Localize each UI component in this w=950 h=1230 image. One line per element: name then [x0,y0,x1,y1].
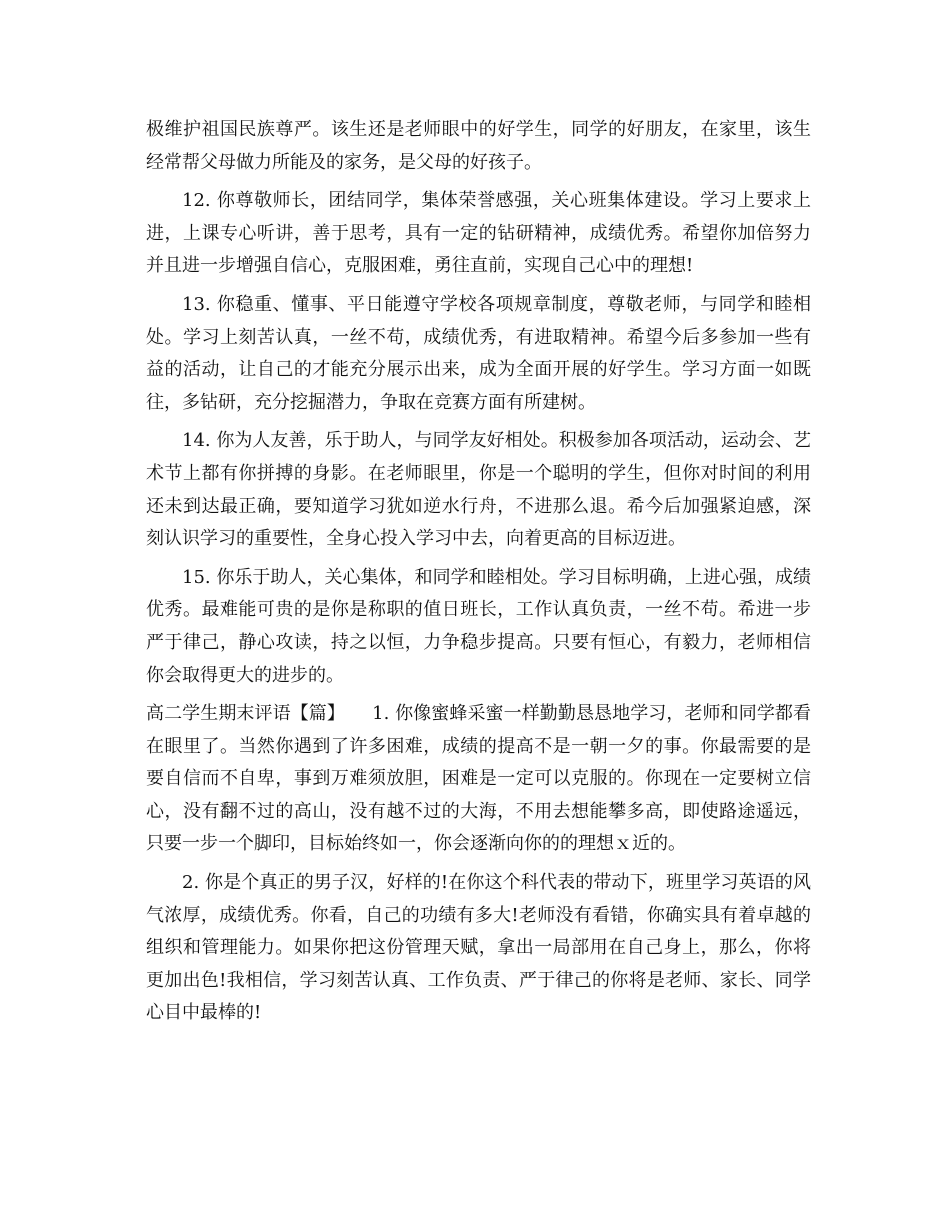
paragraph-comment-15: 15. 你乐于助人，关心集体，和同学和睦相处。学习目标明确，上进心强，成绩优秀。最难能可贵的是你是称职的值日班长，工作认真负责，一丝不苟。希进一步严于律己，静心攻读，持之以恒，力争稳步提高。只要有恒心，有毅力，老师相信你会取得更大的进步的。 [146,566,811,686]
paragraph-continuation: 极维护祖国民族尊严。该生还是老师眼中的好学生，同学的好朋友，在家里，该生经常帮父母做力所能及的家务，是父母的好孩子。 [146,119,811,173]
paragraph-section-heading-comment-1: 高二学生期末评语【篇】 1. 你像蜜蜂采蜜一样勤勤恳恳地学习，老师和同学都看在眼里了。当然你遇到了许多困难，成绩的提高不是一朝一夕的事。你最需要的是要自信而不自卑，事到万难须放胆，困难是一定可以克服的。你现在一定要树立信心，没有翻不过的高山，没有越不过的大海，不用去想能攀多高，即使路途遥远，只要一步一个脚印，目标始终如一，你会逐渐向你的的理想ｘ近的。 [146,703,811,855]
document-body [146,114,811,1036]
paragraph-comment-2: 2. 你是个真正的男子汉，好样的!在你这个科代表的带动下，班里学习英语的风气浓厚，成绩优秀。你看，自己的功绩有多大!老师没有看错，你确实具有着卓越的组织和管理能力。如果你把这份管理天赋，拿出一局部用在自己身上，那么，你将更加出色!我相信，学习刻苦认真、工作负责、严于律己的你将是老师、家长、同学心目中最棒的! [146,872,811,1024]
paragraph-comment-14: 14. 你为人友善，乐于助人，与同学友好相处。积极参加各项活动，运动会、艺术节上都有你拼搏的身影。在老师眼里，你是一个聪明的学生，但你对时间的利用还未到达最正确，要知道学习犹如逆水行舟，不进那么退。希今后加强紧迫感，深刻认识学习的重要性，全身心投入学习中去，向着更高的目标迈进。 [146,430,811,550]
paragraph-comment-12: 12. 你尊敬师长，团结同学，集体荣誉感强，关心班集体建设。学习上要求上进，上课专心听讲，善于思考，具有一定的钻研精神，成绩优秀。希望你加倍努力并且进一步增强自信心，克服困难，勇往直前，实现自己心中的理想! [146,190,811,277]
paragraph-comment-13: 13. 你稳重、懂事、平日能遵守学校各项规章制度，尊敬老师，与同学和睦相处。学习上刻苦认真，一丝不苟，成绩优秀，有进取精神。希望今后多参加一些有益的活动，让自己的才能充分展示出来，成为全面开展的好学生。学习方面一如既往，多钻研，充分挖掘潜力，争取在竞赛方面有所建树。 [146,293,811,413]
